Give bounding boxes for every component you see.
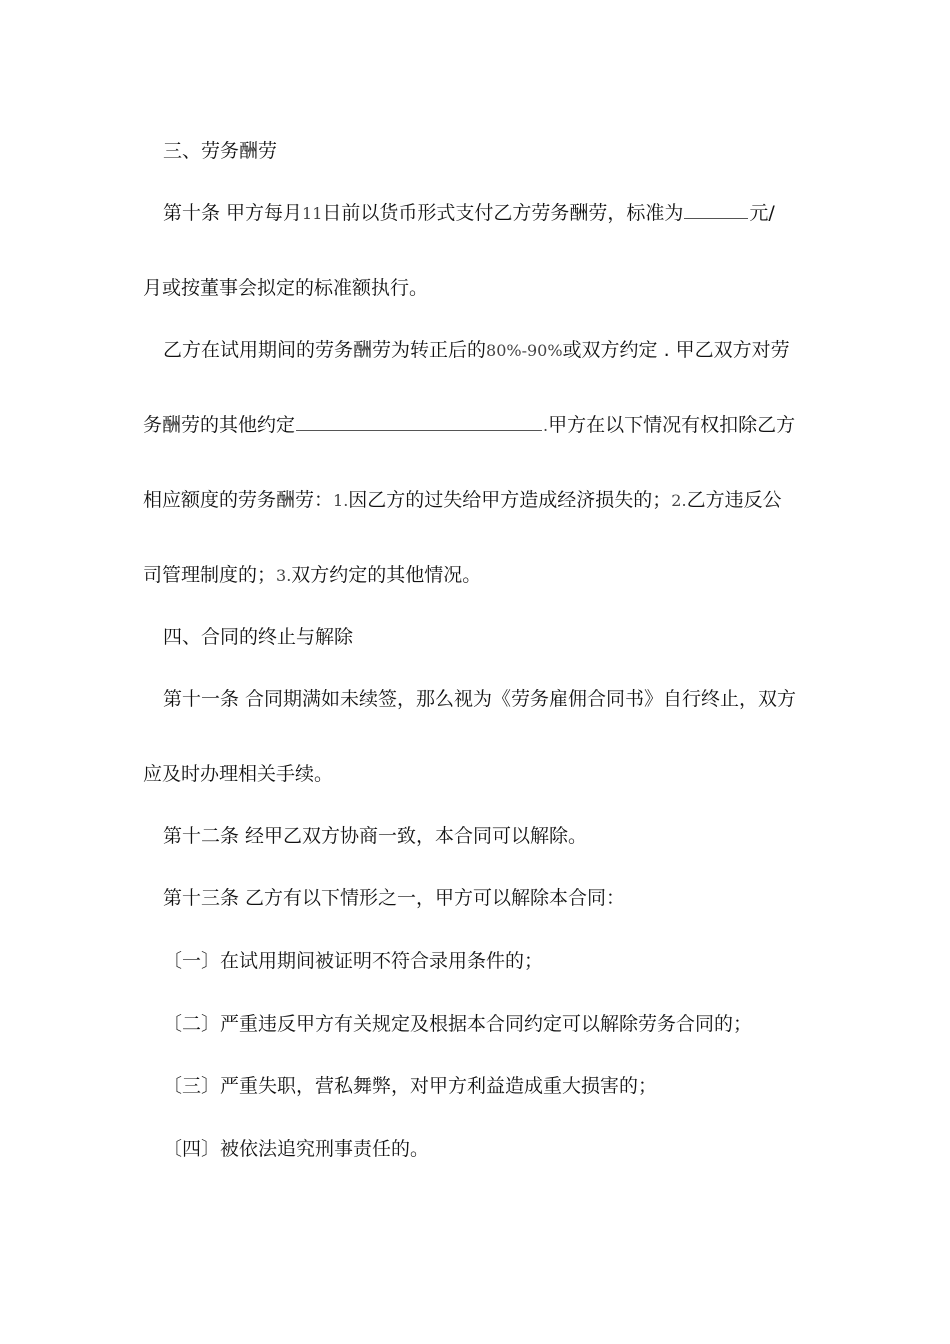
section-heading-4: 四、合同的终止与解除 (163, 626, 354, 648)
other-agreement-blank (296, 412, 542, 431)
article-12: 第十二条 经甲乙双方协商一致，本合同可以解除。 (163, 825, 588, 847)
deduction-line-end: 司管理制度的；3.双方约定的其他情况。 (143, 564, 482, 586)
other-agreement-line: 务酬劳的其他约定 .甲方在以下情况有权扣除乙方 (143, 414, 796, 436)
section-heading-3: 三、劳务酬劳 (163, 140, 278, 162)
article-10-continued: 月或按董事会拟定的标准额执行。 (143, 277, 429, 299)
list-item: 〔三〕严重失职，营私舞弊，对甲方利益造成重大损害的； (163, 1075, 658, 1097)
list-item: 〔四〕被依法追究刑事责任的。 (163, 1138, 430, 1160)
list-item: 〔二〕严重违反甲方有关规定及根据本合同约定可以解除劳务合同的； (163, 1013, 753, 1035)
article-11: 第十一条 合同期满如未续签，那么视为《劳务雇佣合同书》自行终止，双方 (163, 688, 797, 710)
payday-number: 11 (302, 204, 323, 223)
article-13: 第十三条 乙方有以下情形之一，甲方可以解除本合同： (163, 887, 626, 909)
article-10: 第十条 甲方每月11日前以货币形式支付乙方劳务酬劳，标准为 元/ (163, 202, 775, 224)
deduction-line: 相应额度的劳务酬劳：1.因乙方的过失给甲方造成经济损失的；2.乙方违反公 (143, 489, 782, 511)
salary-blank (684, 200, 748, 219)
probation-pay-line: 乙方在试用期间的劳务酬劳为转正后的80%-90%或双方约定 . 甲乙双方对劳 (163, 339, 790, 361)
article-11-continued: 应及时办理相关手续。 (143, 763, 334, 785)
list-item: 〔一〕在试用期间被证明不符合录用条件的； (163, 950, 544, 972)
probation-percentage: 80%-90% (486, 341, 563, 360)
